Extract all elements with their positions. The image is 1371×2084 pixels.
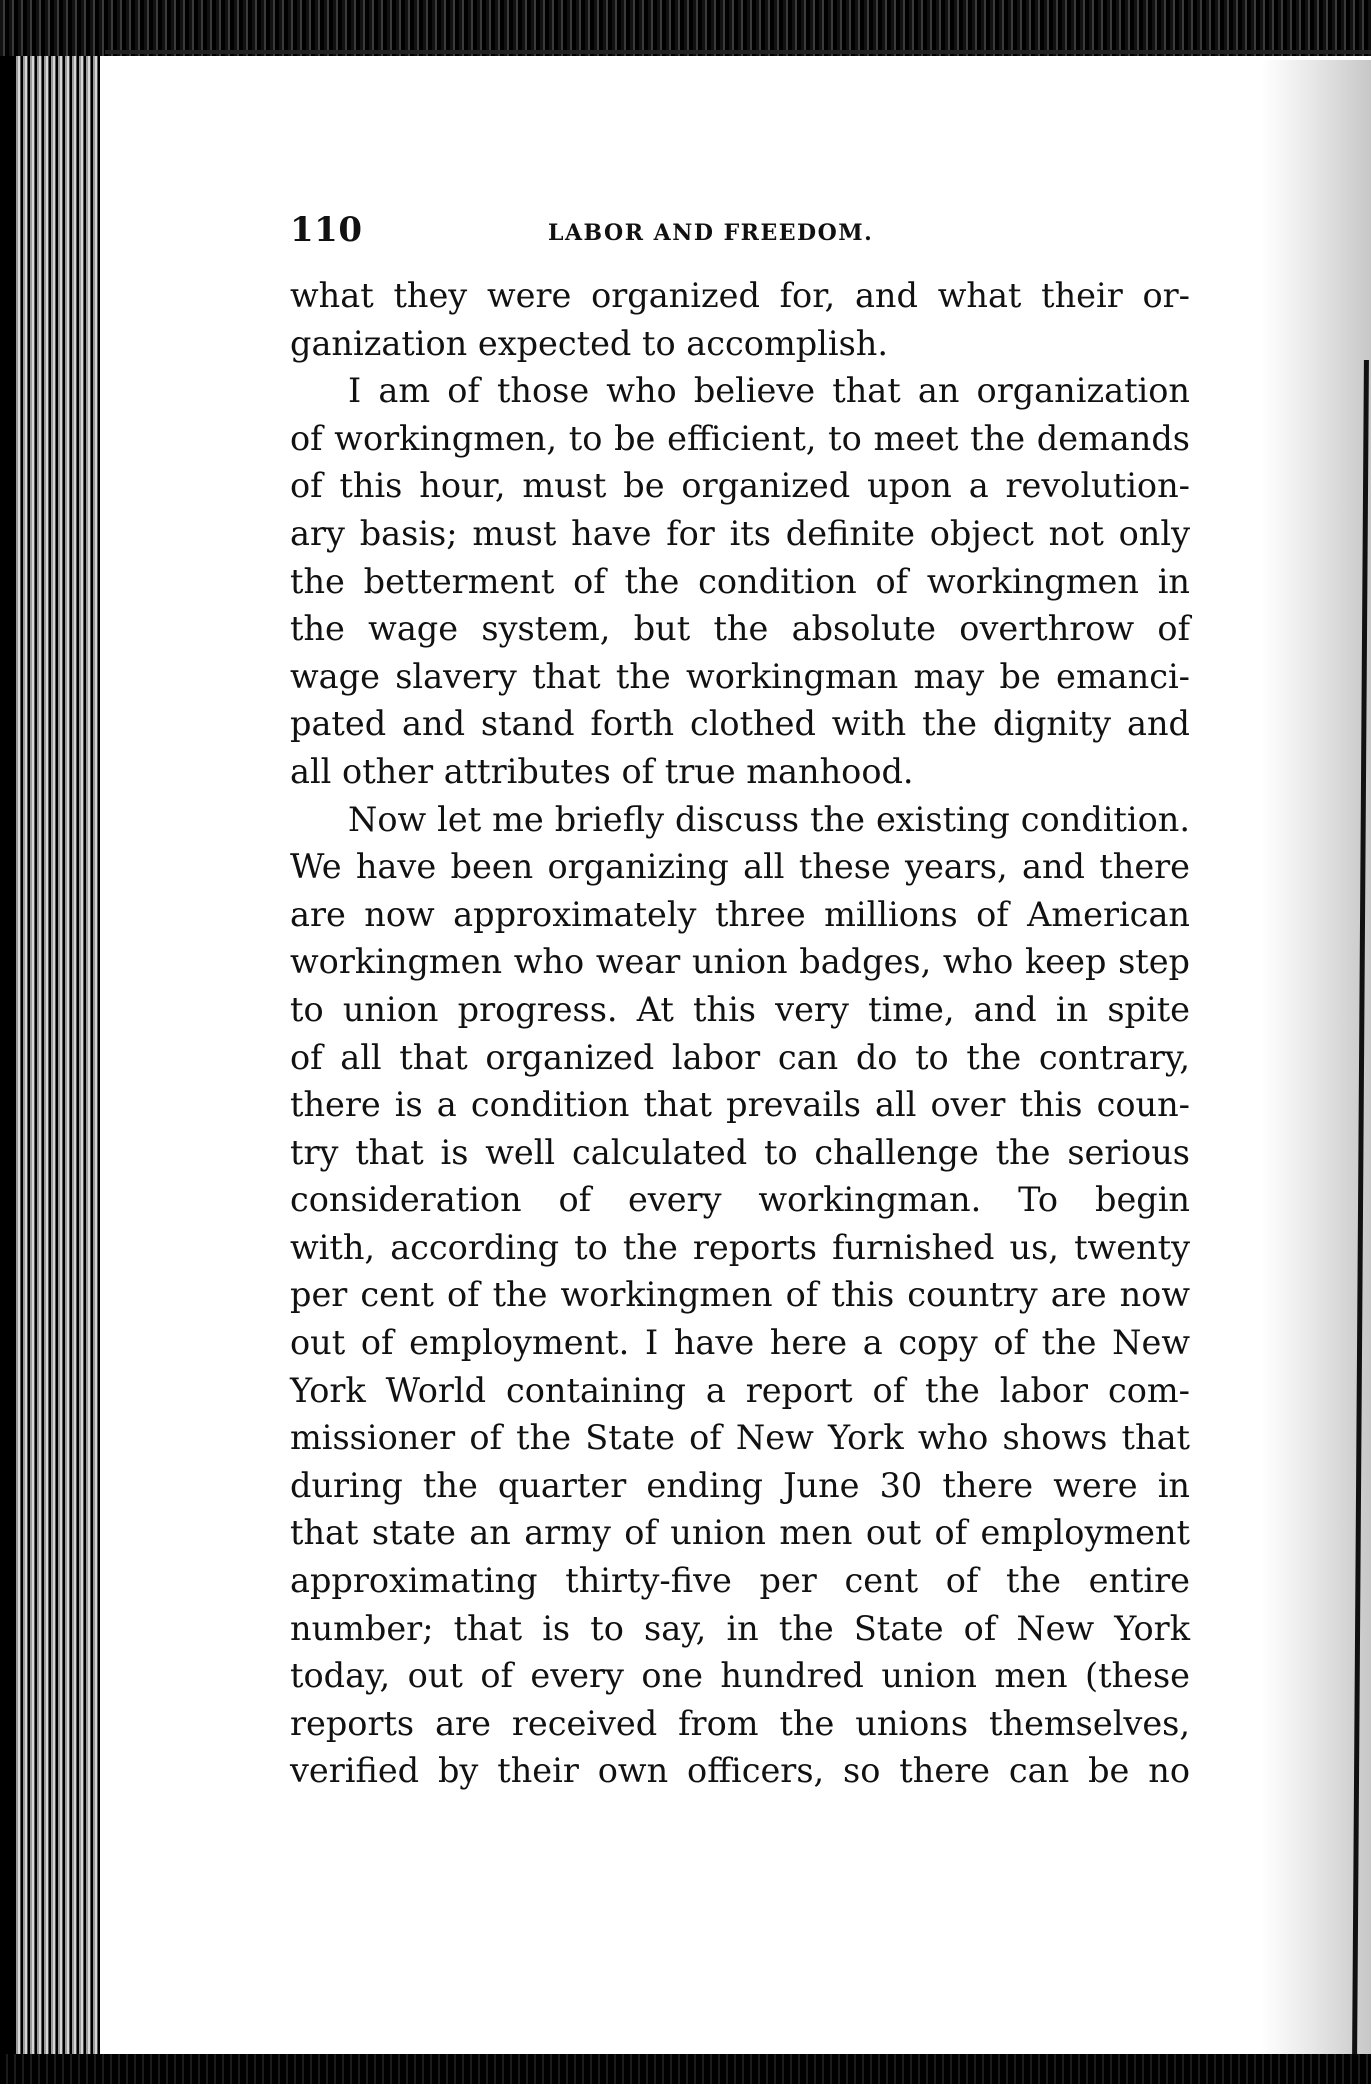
- scan-bottom-border: [0, 2054, 1371, 2084]
- text-line: all other attributes of true manhood.: [290, 751, 914, 791]
- text-line: the betterment of the condition of workingmen in: [290, 561, 1190, 601]
- text-line: I am of those who believe that an organization: [348, 371, 1190, 411]
- scan-left-border: [0, 0, 14, 2084]
- running-head: [290, 210, 1190, 254]
- text-line: of workingmen, to be efficient, to meet the demands: [290, 418, 1190, 458]
- text-line: out of employment. I have here a copy of the New: [290, 1323, 1190, 1363]
- page-number: 110: [290, 210, 363, 250]
- text-line: the wage system, but the absolute overthrow of: [290, 609, 1190, 649]
- page-top-edge: [105, 50, 1371, 54]
- text-line: reports are received from the unions themselves,: [290, 1703, 1190, 1743]
- book-binding-edge: [0, 0, 100, 2084]
- text-line: verified by their own officers, so there can be no: [290, 1751, 1190, 1791]
- scan-top-border: [0, 0, 1371, 56]
- text-line: missioner of the State of New York who shows that: [290, 1418, 1190, 1458]
- text-line: ganization expected to accomplish.: [290, 323, 889, 363]
- text-line: try that is well calculated to challenge the serious: [290, 1132, 1190, 1172]
- text-line: there is a condition that prevails all over this coun-: [290, 1085, 1190, 1125]
- text-line: consideration of every workingman. To begin: [290, 1180, 1190, 1220]
- text-line: to union progress. At this very time, and in spite: [290, 989, 1190, 1029]
- text-line: pated and stand forth clothed with the dignity and: [290, 704, 1190, 744]
- text-line: ary basis; must have for its definite object not only: [290, 513, 1190, 553]
- text-line: are now approximately three millions of American: [290, 894, 1190, 934]
- text-line: with, according to the reports furnished us, twenty: [290, 1227, 1190, 1267]
- text-line: number; that is to say, in the State of New York: [290, 1608, 1190, 1648]
- text-line: of all that organized labor can do to the contrary,: [290, 1037, 1190, 1077]
- body-text: [290, 272, 1190, 1795]
- text-line: York World containing a report of the labor com-: [290, 1370, 1190, 1410]
- text-line: wage slavery that the workingman may be emanci-: [290, 656, 1190, 696]
- text-line: of this hour, must be organized upon a revolution-: [290, 466, 1190, 506]
- text-line: today, out of every one hundred union men (these: [290, 1656, 1190, 1696]
- text-line: that state an army of union men out of employment: [290, 1513, 1190, 1553]
- text-line: We have been organizing all these years, and there: [290, 847, 1190, 887]
- text-line: workingmen who wear union badges, who keep step: [290, 942, 1190, 982]
- text-line: Now let me briefly discuss the existing condition.: [348, 799, 1190, 839]
- text-line: during the quarter ending June 30 there were in: [290, 1465, 1190, 1505]
- running-title: LABOR AND FREEDOM.: [548, 220, 874, 246]
- text-line: what they were organized for, and what their or-: [290, 276, 1190, 315]
- text-line: per cent of the workingmen of this country are now: [290, 1275, 1190, 1315]
- text-line: approximating thirty-five per cent of the entire: [290, 1561, 1190, 1601]
